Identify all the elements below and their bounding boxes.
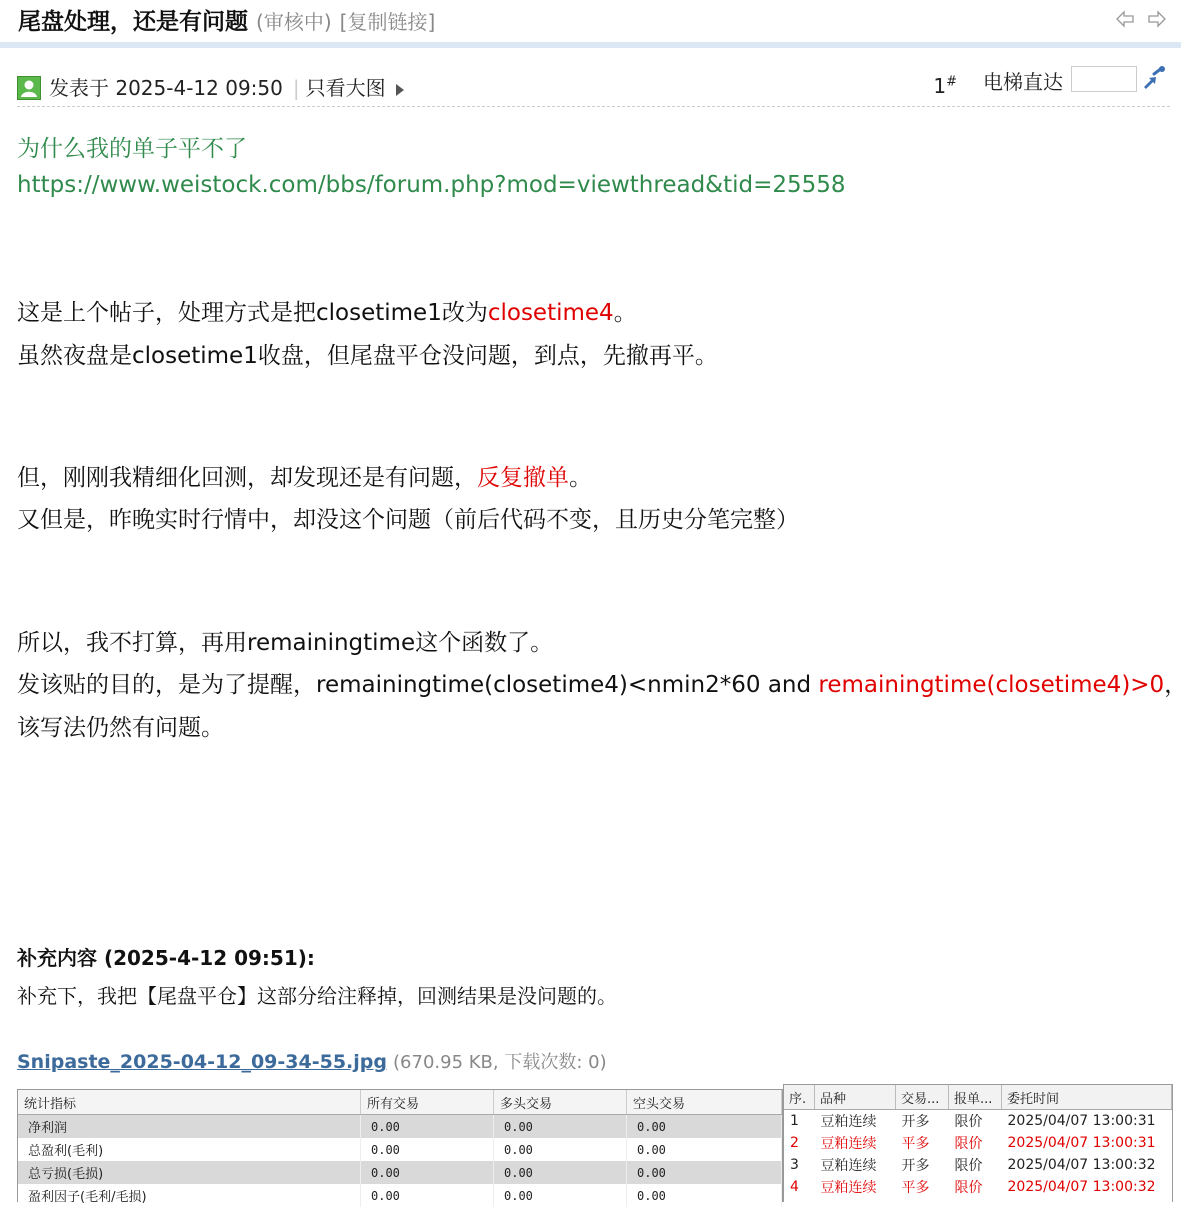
- stats-header: 空头交易: [627, 1090, 782, 1115]
- review-status: (审核中): [256, 10, 332, 34]
- body-line: 这是上个帖子，处理方式是把closetime1改为closetime4。: [17, 300, 637, 326]
- meta-divider: [17, 106, 1170, 107]
- post-time: 发表于 2025-4-12 09:50: [49, 76, 283, 100]
- post-info: [49, 72, 404, 101]
- orders-header: 品种: [815, 1085, 896, 1110]
- floor-mark: #: [946, 74, 957, 90]
- orders-header: 委托时间: [1002, 1085, 1172, 1110]
- body-line: 发该贴的目的，是为了提醒，remainingtime(closetime4)<nmin2*60 and remainingtime(closetime4)>0，: [17, 672, 1187, 698]
- attachment-image-orders[interactable]: [783, 1084, 1173, 1202]
- orders-header: 序.: [784, 1085, 815, 1110]
- supplement-text: 补充下，我把【尾盘平仓】这部分给注释掉，回测结果是没问题的。: [17, 984, 617, 1008]
- table-row: 盈利因子(毛利/毛损) 0.00 0.00 0.00: [18, 1184, 782, 1207]
- floor-number: 1#: [933, 74, 957, 98]
- stats-header: 多头交易: [494, 1090, 627, 1115]
- thread-header: [0, 0, 1181, 42]
- view-big-link[interactable]: 只看大图: [305, 76, 386, 100]
- orders-header: 报单...: [949, 1085, 1002, 1110]
- body-line: 又但是，昨晚实时行情中，却没这个问题（前后代码不变，且历史分笔完整）: [17, 507, 799, 533]
- thread-title: 尾盘处理，还是有问题: [18, 9, 248, 35]
- stats-header: 统计指标: [18, 1090, 361, 1115]
- thread-nav: [1115, 9, 1167, 29]
- post-meta: [17, 70, 1167, 102]
- ref-post-title[interactable]: 为什么我的单子平不了: [17, 136, 247, 162]
- stats-table: [18, 1090, 782, 1207]
- stats-header: 所有交易: [361, 1090, 494, 1115]
- attachment-info: (670.95 KB, 下载次数: 0): [393, 1052, 607, 1073]
- highlight-text: 反复撤单: [477, 465, 569, 491]
- thread-title-row: [18, 3, 435, 36]
- body-line: 但，刚刚我精细化回测，却发现还是有问题，反复撤单。: [17, 465, 592, 491]
- table-row: 3 豆粕连续 开多 限价 2025/04/07 13:00:32: [790, 1157, 1156, 1174]
- prev-thread-icon[interactable]: [1115, 9, 1135, 29]
- table-row: 2 豆粕连续 平多 限价 2025/04/07 13:00:31: [790, 1135, 1156, 1152]
- highlight-text: remainingtime(closetime4)>0: [818, 672, 1165, 698]
- table-row: 总亏损(毛损) 0.00 0.00 0.00: [18, 1161, 782, 1184]
- jump-label: 电梯直达: [983, 70, 1063, 94]
- table-row: 总盈利(毛利) 0.00 0.00 0.00: [18, 1138, 782, 1161]
- supplement-title: 补充内容 (2025-4-12 09:51):: [17, 946, 315, 970]
- body-line: 所以，我不打算，再用remainingtime这个函数了。: [17, 630, 554, 656]
- next-thread-icon[interactable]: [1147, 9, 1167, 29]
- attachment-link[interactable]: Snipaste_2025-04-12_09-34-55.jpg: [17, 1051, 387, 1073]
- table-row: 4 豆粕连续 平多 限价 2025/04/07 13:00:32: [790, 1179, 1156, 1196]
- orders-header: 交易...: [896, 1085, 949, 1110]
- orders-table: [784, 1085, 1172, 1198]
- header-divider: [0, 42, 1181, 48]
- jump-go-icon[interactable]: [1141, 64, 1167, 90]
- highlight-text: closetime4: [487, 300, 614, 326]
- copy-link-button[interactable]: [复制链接]: [339, 10, 436, 34]
- table-row: 净利润 0.00 0.00 0.00: [18, 1115, 782, 1139]
- attachment: [17, 1048, 607, 1074]
- table-row: 1 豆粕连续 开多 限价 2025/04/07 13:00:31: [790, 1113, 1156, 1130]
- attachment-image-stats[interactable]: [17, 1089, 783, 1205]
- body-line: 虽然夜盘是closetime1收盘，但尾盘平仓没问题，到点，先撤再平。: [17, 343, 718, 369]
- separator: |: [292, 76, 300, 100]
- body-line: 该写法仍然有问题。: [17, 715, 224, 741]
- jump-input[interactable]: [1071, 66, 1137, 92]
- ref-post-link[interactable]: https://www.weistock.com/bbs/forum.php?mod=viewthread&tid=25558: [17, 172, 846, 198]
- play-icon[interactable]: [396, 84, 404, 96]
- online-status-icon: [17, 76, 41, 100]
